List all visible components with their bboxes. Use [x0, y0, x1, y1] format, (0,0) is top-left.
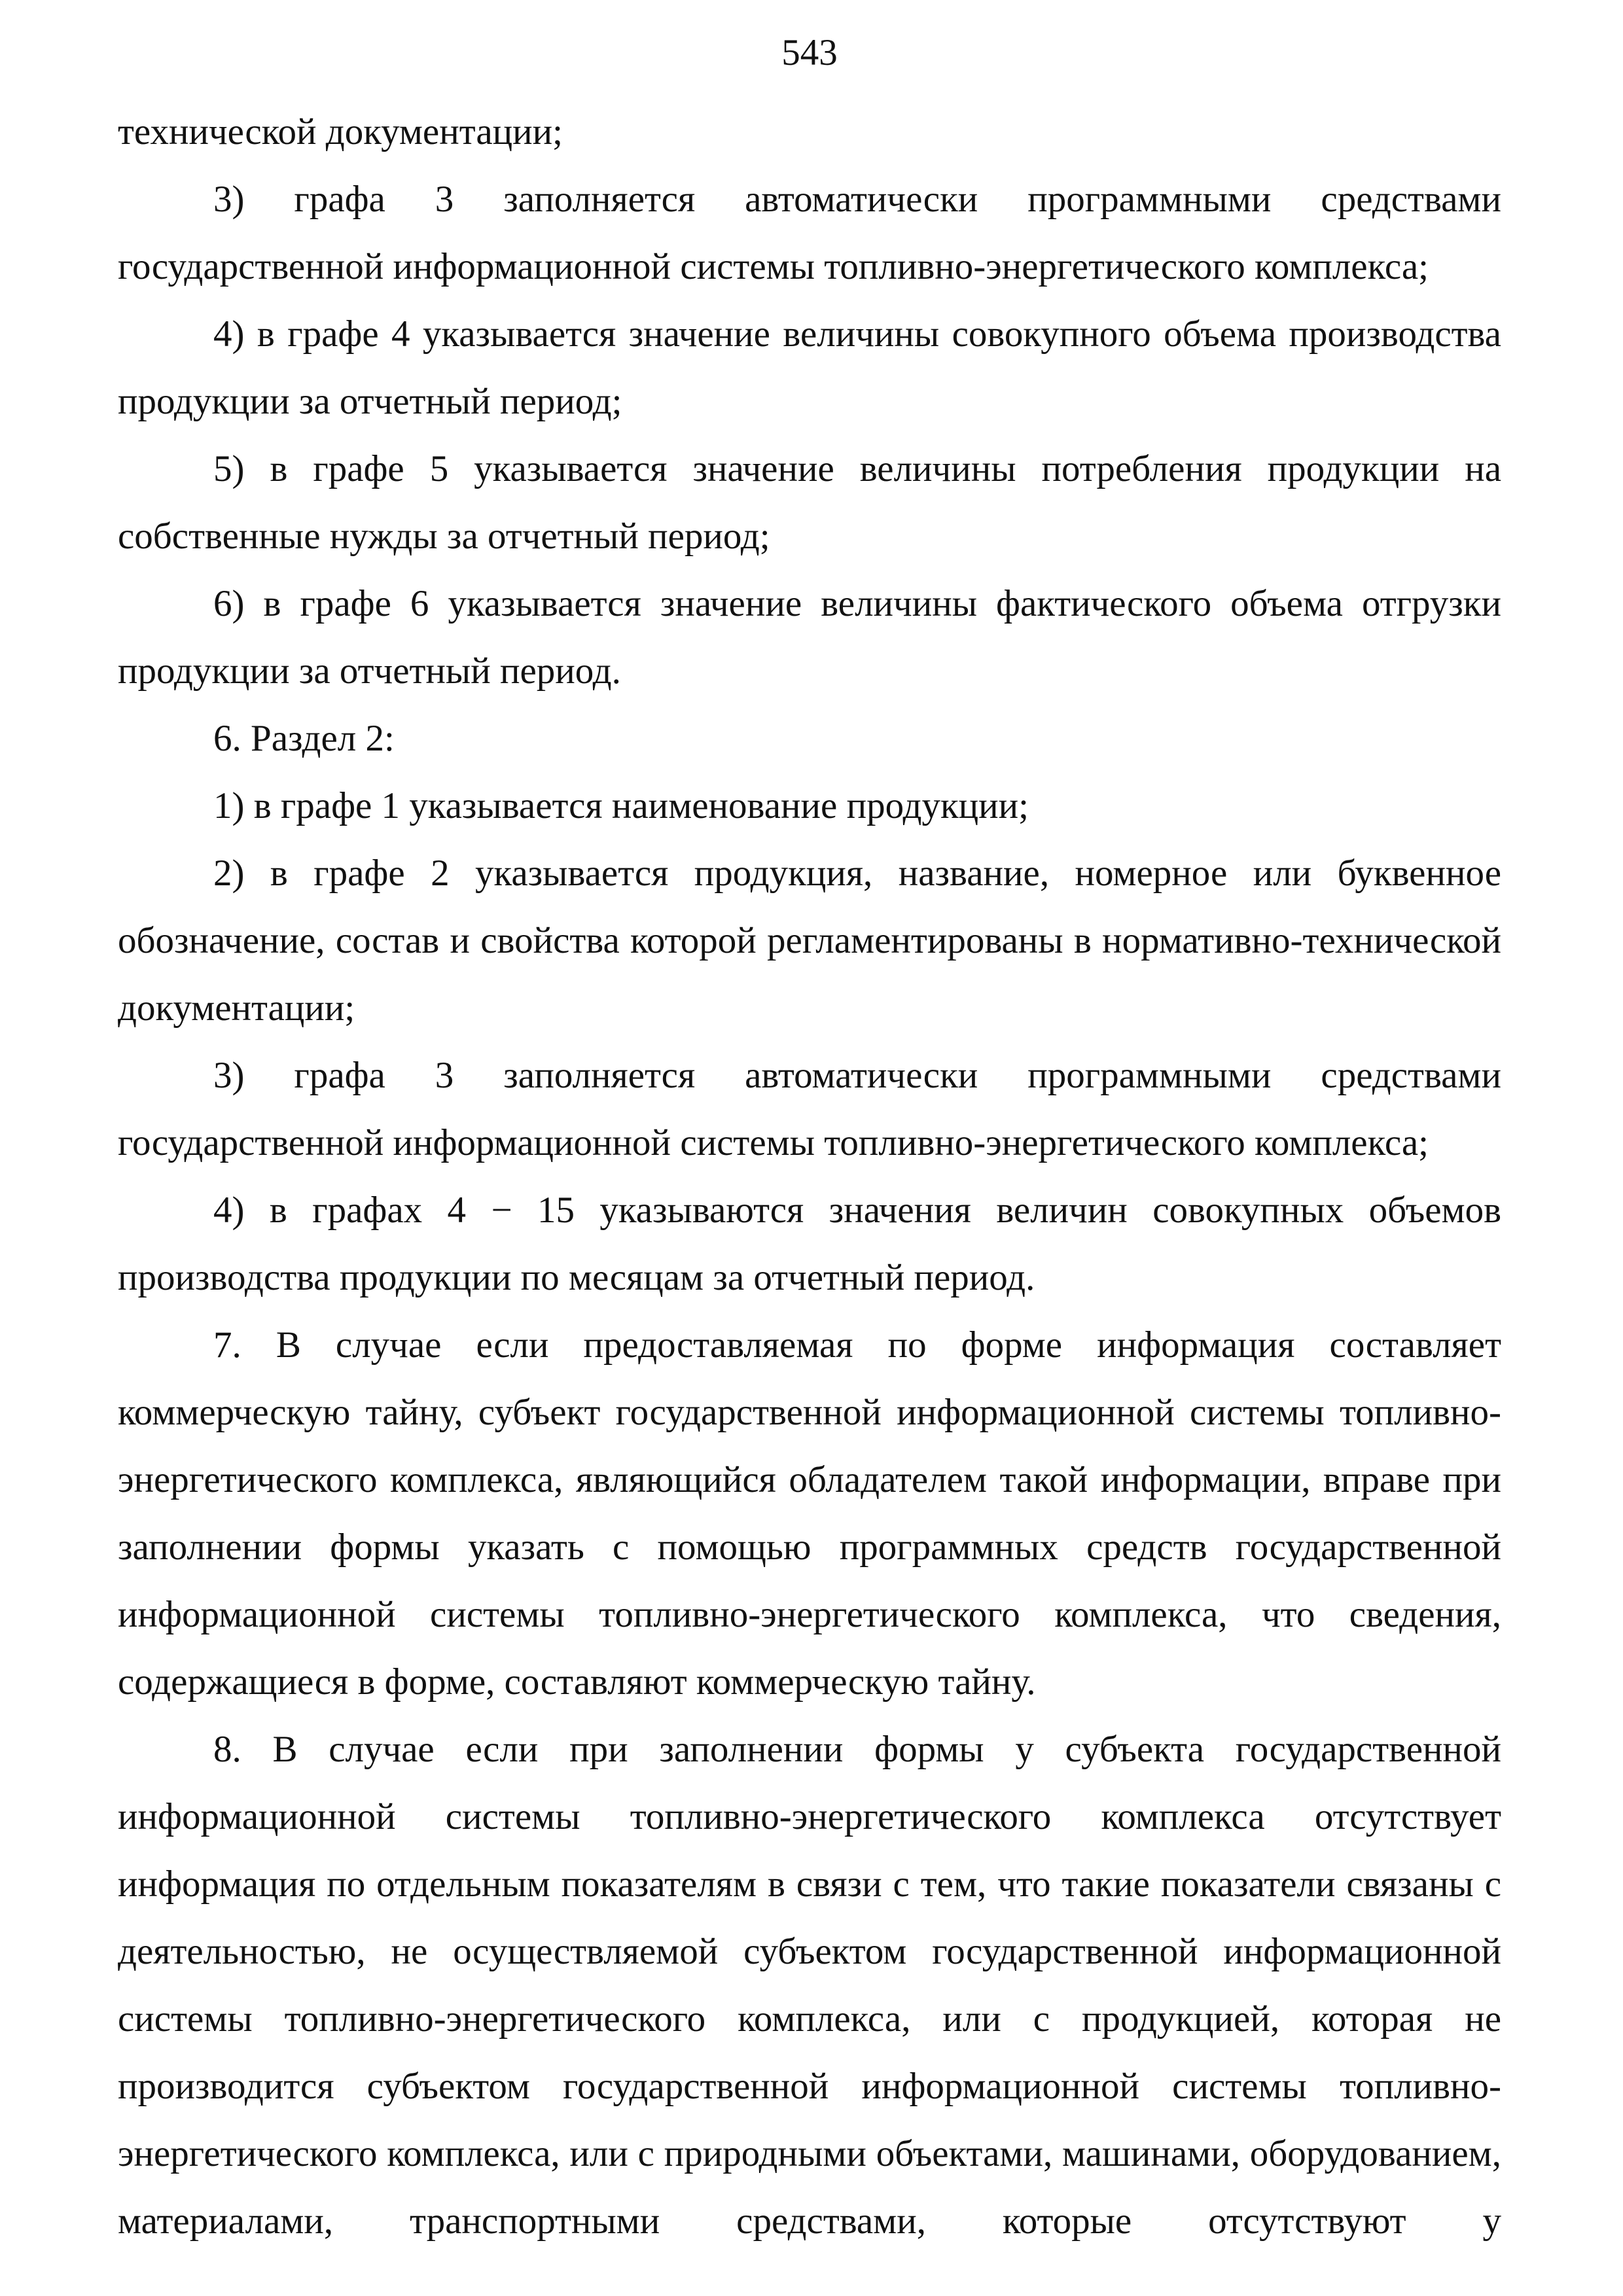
- paragraph: 6) в графе 6 указывается значение величины фактического объема отгрузки продукции за отчетный период.: [118, 583, 1501, 692]
- paragraph: 4) в графах 4 − 15 указываются значения величин совокупных объемов производства продукции по месяцам за отчетный период.: [118, 1190, 1501, 1298]
- paragraph: 5) в графе 5 указывается значение величины потребления продукции на собственные нужды за отчетный период;: [118, 448, 1501, 557]
- paragraph: 8. В случае если при заполнении формы у субъекта государственной информационной системы топливно-энергетического комплекса отсутствует информация по отдельным показателям в связи с тем, что такие показатели связаны с деятельностью, не осуществляемой субъектом государственной информационной системы топливно-энергетического комплекса, или с продукцией, которая не производится субъектом государственной информационной системы топливно-энергетического комплекса, или с природными объектами, машинами, оборудованием, материалами, транспортными средствами, которые отсутствуют у: [118, 1729, 1501, 2242]
- paragraph: 4) в графе 4 указывается значение величины совокупного объема производства продукции за отчетный период;: [118, 313, 1501, 422]
- paragraph: 7. В случае если предоставляемая по форме информация составляет коммерческую тайну, субъект государственной информационной системы топливно-энергетического комплекса, являющийся обладателем такой информации, вправе при заполнении формы указать с помощью программных средств государственной информационной системы топливно-энергетического комплекса, что сведения, содержащиеся в форме, составляют коммерческую тайну.: [118, 1324, 1501, 1703]
- paragraph: 3) графа 3 заполняется автоматически программными средствами государственной информационной системы топливно-энергетического комплекса;: [118, 179, 1501, 287]
- paragraph-continuation: технической документации;: [118, 111, 563, 152]
- document-body: [118, 98, 1501, 2255]
- paragraph: 1) в графе 1 указывается наименование продукции;: [213, 785, 1029, 826]
- document-page: [118, 0, 1501, 2296]
- paragraph: 2) в графе 2 указывается продукция, название, номерное или буквенное обозначение, состав и свойства которой регламентированы в нормативно-технической документации;: [118, 853, 1501, 1029]
- page-number: 543: [781, 32, 838, 73]
- section-heading: 6. Раздел 2:: [213, 718, 395, 759]
- paragraph: 3) графа 3 заполняется автоматически программными средствами государственной информационной системы топливно-энергетического комплекса;: [118, 1055, 1501, 1163]
